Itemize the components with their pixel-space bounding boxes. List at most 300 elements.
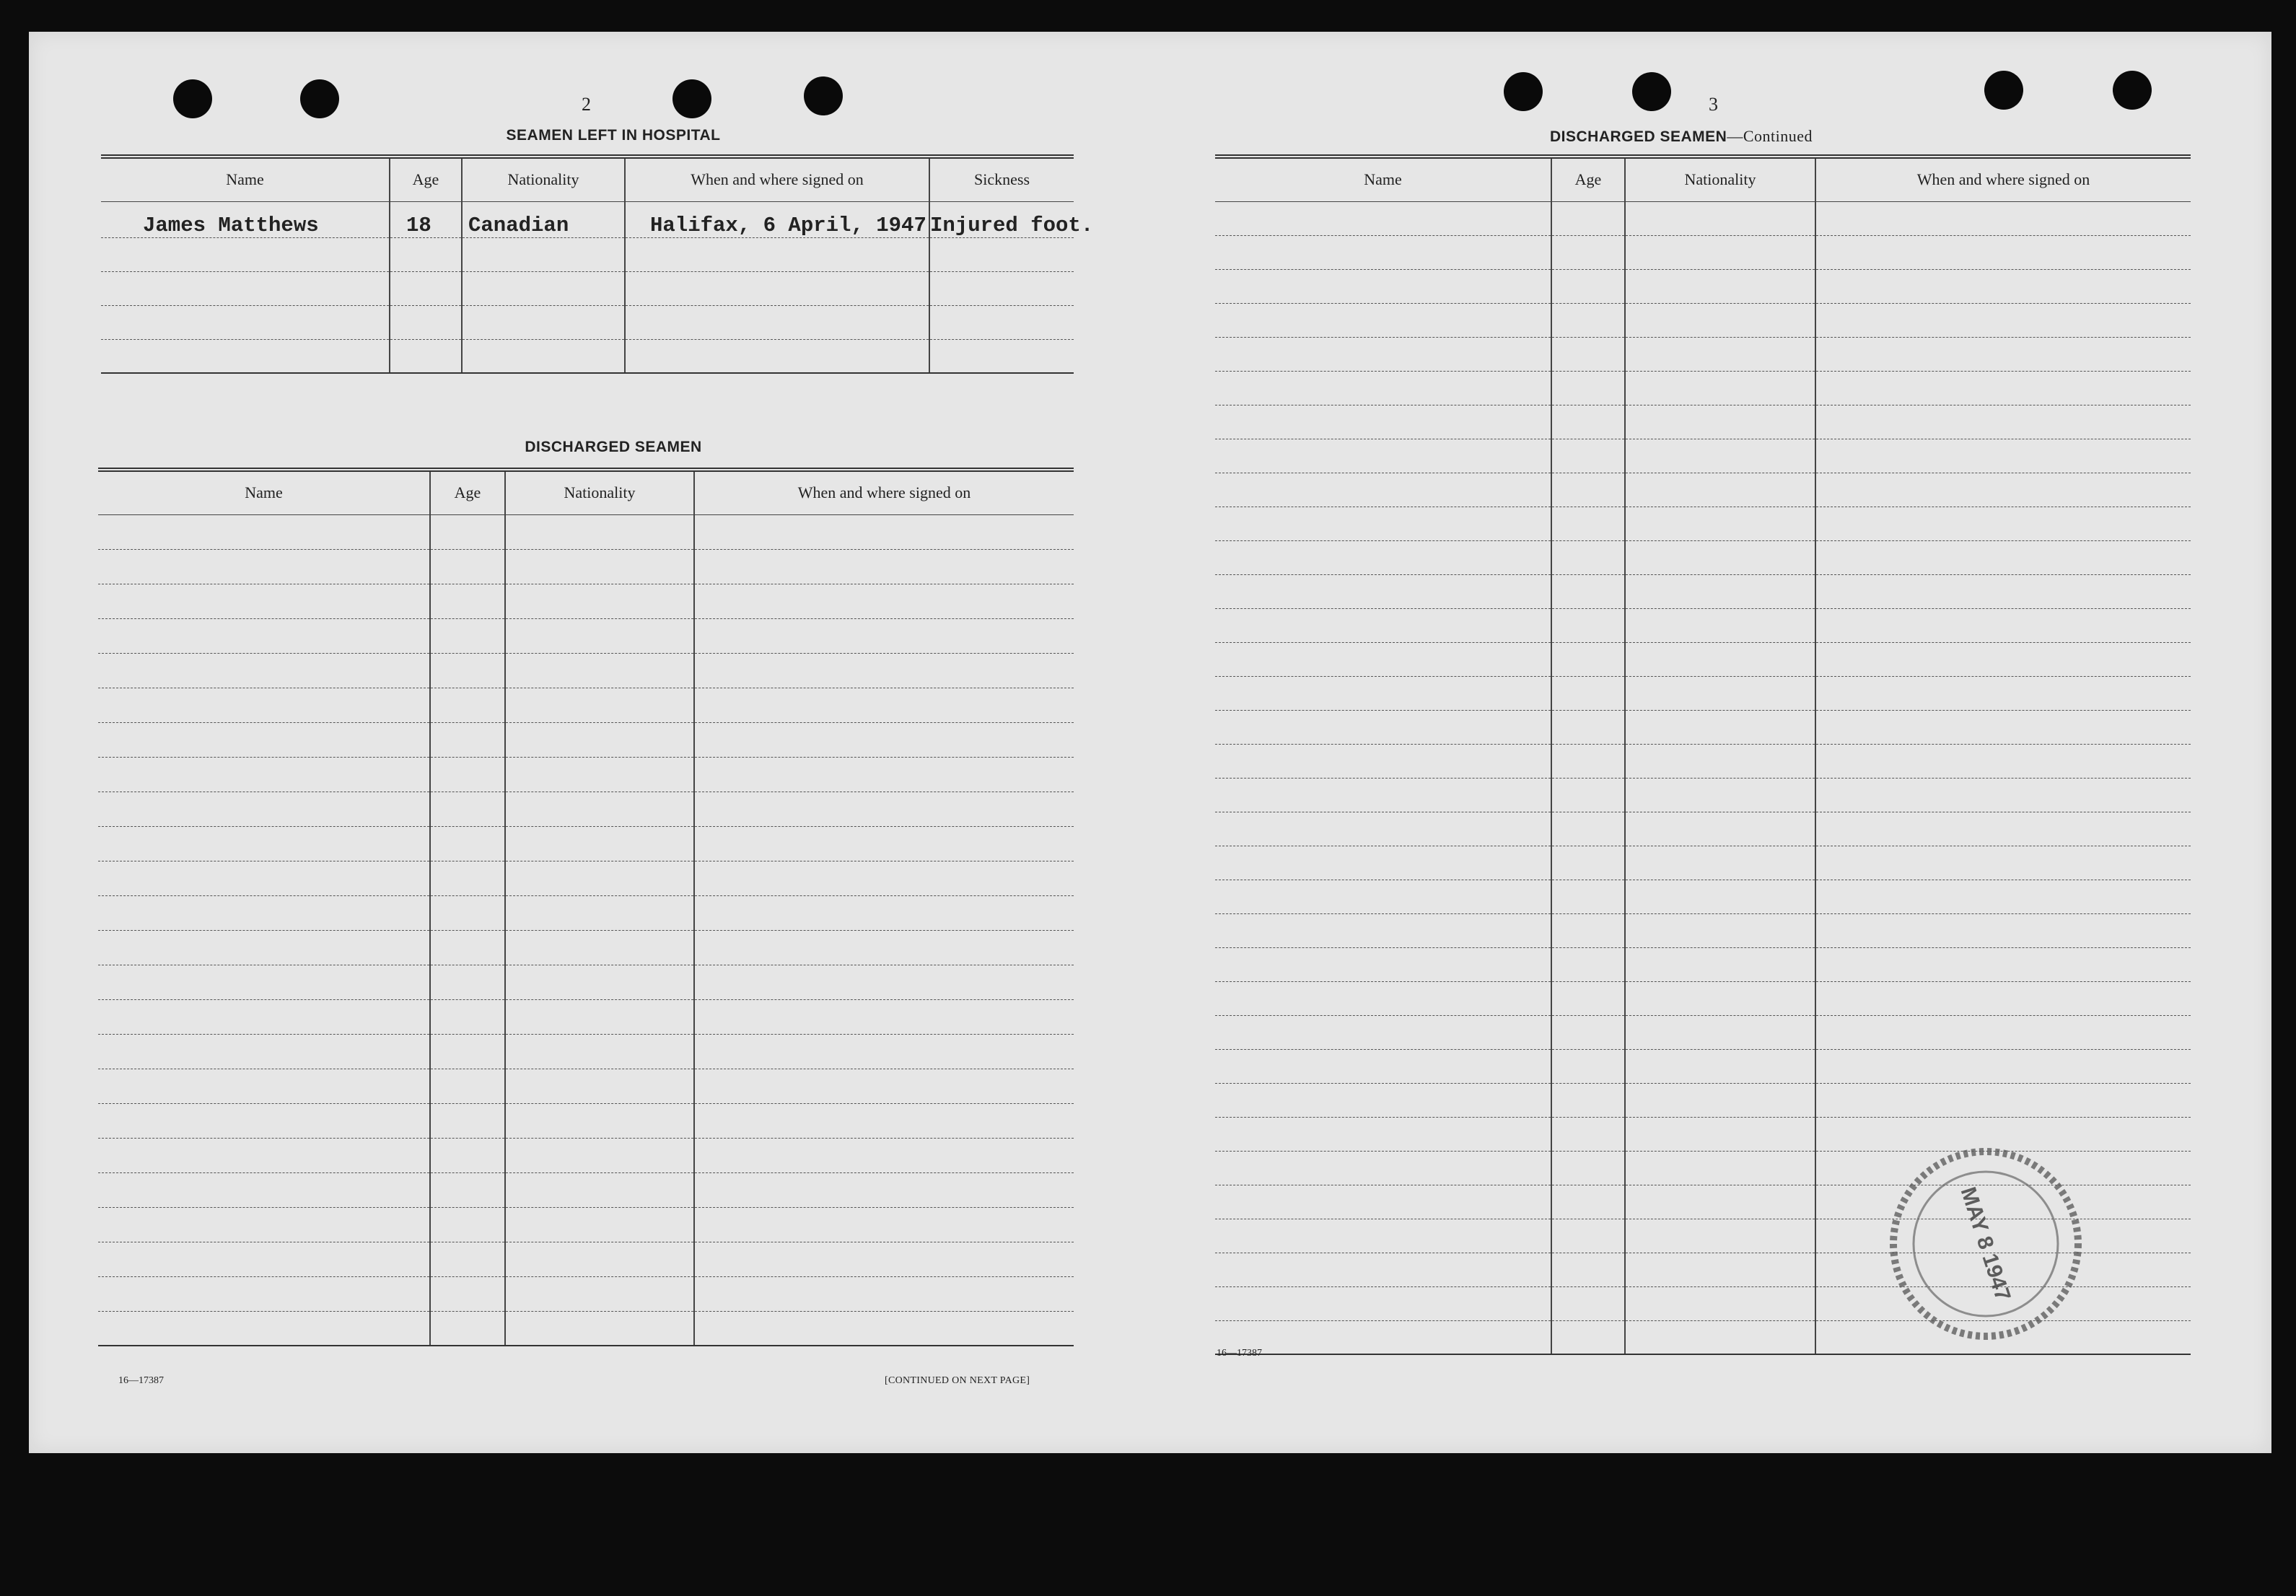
- table-cell: [1815, 608, 2191, 642]
- table-row: [98, 1138, 1074, 1172]
- table-cell: [694, 1138, 1074, 1172]
- table-cell: [1215, 1185, 1551, 1219]
- table-row: [1215, 1083, 2191, 1117]
- table-row: [1215, 235, 2191, 269]
- table-cell: [1551, 947, 1625, 981]
- table-row: [101, 237, 1074, 271]
- table-cell: [1815, 710, 2191, 744]
- table-cell: [1625, 947, 1815, 981]
- table-cell: [505, 1311, 694, 1346]
- table-row: [1215, 574, 2191, 608]
- table-row: [1215, 676, 2191, 710]
- postmark-stamp: [1877, 1136, 2094, 1352]
- table-row: [1215, 608, 2191, 642]
- table-row: [98, 1242, 1074, 1276]
- table-cell: [430, 1103, 505, 1138]
- table-cell: [1815, 473, 2191, 507]
- table-row: [1215, 744, 2191, 778]
- table-cell: [1625, 846, 1815, 880]
- table-cell: [1625, 1151, 1815, 1185]
- table-cell: [694, 999, 1074, 1034]
- table-cell: [1815, 337, 2191, 371]
- table-cell: [430, 1276, 505, 1311]
- table-row: [98, 618, 1074, 653]
- column-header-age: Age: [1551, 157, 1625, 201]
- table-cell: [505, 1034, 694, 1069]
- table-row: [1215, 642, 2191, 676]
- column-header-age: Age: [430, 470, 505, 514]
- table-cell: [1551, 913, 1625, 947]
- table-row: [98, 1207, 1074, 1242]
- table-cell: [1551, 371, 1625, 405]
- table-cell: [98, 930, 430, 965]
- table-cell: [1625, 269, 1815, 303]
- table-cell: [1215, 1286, 1551, 1320]
- table-cell: [430, 965, 505, 999]
- table-row: [1215, 371, 2191, 405]
- document-spread: [29, 32, 2271, 1453]
- discharged-table: [98, 468, 1074, 1346]
- table-cell: [1625, 1320, 1815, 1354]
- seaman-signed-on: Halifax, 6 April, 1947: [625, 201, 929, 237]
- table-cell: [1215, 778, 1551, 812]
- table-cell: [505, 999, 694, 1034]
- table-cell: [505, 618, 694, 653]
- table-cell: [430, 1242, 505, 1276]
- table-cell: [1625, 337, 1815, 371]
- table-cell: [1551, 405, 1625, 439]
- table-cell: [98, 584, 430, 618]
- table-cell: [430, 688, 505, 722]
- page-number: 2: [582, 94, 591, 115]
- table-cell: [694, 826, 1074, 861]
- table-cell: [694, 965, 1074, 999]
- table-cell: [1625, 371, 1815, 405]
- column-header-name: Name: [1215, 157, 1551, 201]
- stamp-date: MAY 8 1947: [1955, 1184, 2015, 1304]
- section-title-discharged: DISCHARGED SEAMEN: [525, 439, 702, 455]
- table-row: [98, 895, 1074, 930]
- table-cell: [1215, 913, 1551, 947]
- column-header-name: Name: [98, 470, 430, 514]
- table-cell: [1215, 981, 1551, 1015]
- table-cell: [98, 1172, 430, 1207]
- table-cell: [1815, 1015, 2191, 1049]
- table-row: [1215, 540, 2191, 574]
- table-cell: [1551, 1286, 1625, 1320]
- table-cell: [1815, 642, 2191, 676]
- column-header-sickness: Sickness: [929, 157, 1074, 201]
- table-cell: [1815, 201, 2191, 235]
- table-row: [98, 584, 1074, 618]
- table-cell: [505, 930, 694, 965]
- table-cell: [1551, 676, 1625, 710]
- table-row: [98, 1069, 1074, 1103]
- table-cell: [1625, 405, 1815, 439]
- table-row: [1215, 913, 2191, 947]
- table-cell: [1625, 880, 1815, 913]
- table-row: [98, 792, 1074, 826]
- table-cell: [1625, 812, 1815, 846]
- table-cell: [1215, 1320, 1551, 1354]
- table-cell: [430, 549, 505, 584]
- table-cell: [694, 1311, 1074, 1346]
- table-cell: [1815, 778, 2191, 812]
- table-cell: [1625, 473, 1815, 507]
- table-cell: [694, 653, 1074, 688]
- table-cell: [1625, 439, 1815, 473]
- table-cell: [505, 1207, 694, 1242]
- table-cell: [1551, 1320, 1625, 1354]
- table-cell: [505, 514, 694, 549]
- table-cell: [98, 1034, 430, 1069]
- table-cell: [1215, 1083, 1551, 1117]
- column-header-signed-on: When and where signed on: [625, 157, 929, 201]
- table-row: [101, 339, 1074, 373]
- table-cell: [430, 861, 505, 895]
- table-row: [1215, 778, 2191, 812]
- table-cell: [1551, 981, 1625, 1015]
- seaman-sickness: Injured foot.: [929, 201, 1074, 237]
- punch-hole: [1504, 72, 1543, 111]
- table-cell: [1625, 574, 1815, 608]
- table-cell: [430, 1207, 505, 1242]
- table-cell: [430, 514, 505, 549]
- table-row: [98, 999, 1074, 1034]
- table-cell: [1215, 608, 1551, 642]
- table-row: [1215, 812, 2191, 846]
- table-row: [98, 722, 1074, 757]
- table-cell: [1215, 235, 1551, 269]
- table-cell: [1551, 540, 1625, 574]
- table-cell: [1625, 676, 1815, 710]
- punch-hole: [804, 76, 843, 115]
- table-cell: [1625, 201, 1815, 235]
- table-cell: [505, 1276, 694, 1311]
- table-cell: [694, 1069, 1074, 1103]
- table-cell: [98, 514, 430, 549]
- table-cell: [1625, 303, 1815, 337]
- table-cell: [430, 584, 505, 618]
- table-row: [98, 1103, 1074, 1138]
- table-cell: [98, 618, 430, 653]
- table-row: [1215, 473, 2191, 507]
- table-cell: [430, 757, 505, 792]
- table-cell: [1815, 574, 2191, 608]
- table-cell: [1551, 744, 1625, 778]
- table-cell: [1551, 642, 1625, 676]
- table-cell: [430, 895, 505, 930]
- table-cell: [505, 965, 694, 999]
- table-cell: [1815, 371, 2191, 405]
- table-cell: [1215, 812, 1551, 846]
- table-cell: [1551, 608, 1625, 642]
- table-cell: [1815, 947, 2191, 981]
- table-cell: [694, 895, 1074, 930]
- table-cell: [1815, 405, 2191, 439]
- table-cell: [1551, 507, 1625, 540]
- section-title-suffix: —Continued: [1727, 127, 1813, 145]
- table-cell: [1551, 439, 1625, 473]
- table-cell: [1551, 812, 1625, 846]
- table-cell: [98, 1207, 430, 1242]
- table-cell: [1625, 913, 1815, 947]
- table-row: [98, 757, 1074, 792]
- table-cell: [694, 1103, 1074, 1138]
- section-title-text: DISCHARGED SEAMEN: [1549, 128, 1727, 145]
- table-cell: [694, 722, 1074, 757]
- punch-hole: [1632, 72, 1671, 111]
- table-cell: [1215, 1015, 1551, 1049]
- table-cell: [1625, 710, 1815, 744]
- table-row: [98, 1276, 1074, 1311]
- table-cell: [694, 930, 1074, 965]
- table-cell: [98, 1069, 430, 1103]
- table-row: [98, 965, 1074, 999]
- table-cell: [694, 861, 1074, 895]
- table-cell: [98, 965, 430, 999]
- table-cell: [98, 1138, 430, 1172]
- table-row: [98, 653, 1074, 688]
- table-cell: [1625, 1219, 1815, 1253]
- column-header-age: Age: [390, 157, 462, 201]
- hospital-table: [101, 154, 1094, 374]
- table-cell: [1215, 1049, 1551, 1083]
- table-cell: [430, 1069, 505, 1103]
- table-cell: [1815, 880, 2191, 913]
- table-cell: [98, 549, 430, 584]
- table-cell: [98, 826, 430, 861]
- table-cell: [694, 792, 1074, 826]
- table-cell: [1815, 981, 2191, 1015]
- table-cell: [1625, 235, 1815, 269]
- table-cell: [1551, 1151, 1625, 1185]
- table-cell: [505, 826, 694, 861]
- table-cell: [1551, 1185, 1625, 1219]
- table-cell: [1215, 574, 1551, 608]
- table-row: [1215, 880, 2191, 913]
- section-title-hospital: SEAMEN LEFT IN HOSPITAL: [506, 127, 721, 144]
- table-cell: [1215, 1117, 1551, 1151]
- table-cell: [98, 895, 430, 930]
- table-cell: [1551, 710, 1625, 744]
- table-cell: [1551, 337, 1625, 371]
- table-cell: [505, 584, 694, 618]
- table-cell: [98, 653, 430, 688]
- table-cell: [505, 861, 694, 895]
- table-cell: [1551, 1117, 1625, 1151]
- table-cell: [1815, 812, 2191, 846]
- table-row: [98, 688, 1074, 722]
- column-header-nationality: Nationality: [462, 157, 625, 201]
- table-row: [1215, 947, 2191, 981]
- table-cell: [694, 618, 1074, 653]
- table-cell: [430, 722, 505, 757]
- table-row: [1215, 846, 2191, 880]
- table-cell: [1815, 507, 2191, 540]
- table-cell: [1815, 303, 2191, 337]
- table-cell: [1815, 846, 2191, 880]
- table-cell: [505, 895, 694, 930]
- continued-note: [CONTINUED ON NEXT PAGE]: [885, 1375, 1030, 1386]
- table-cell: [1551, 1083, 1625, 1117]
- table-cell: [694, 757, 1074, 792]
- table-cell: [1625, 642, 1815, 676]
- table-row: [1215, 337, 2191, 371]
- table-cell: [1215, 269, 1551, 303]
- table-cell: [694, 1207, 1074, 1242]
- table-row: [1215, 439, 2191, 473]
- punch-hole: [173, 79, 212, 118]
- table-cell: [1625, 744, 1815, 778]
- table-cell: [694, 688, 1074, 722]
- table-cell: [1551, 1049, 1625, 1083]
- table-cell: [505, 1242, 694, 1276]
- table-cell: [98, 1311, 430, 1346]
- table-row: [1215, 507, 2191, 540]
- table-cell: [1551, 303, 1625, 337]
- table-row: [98, 1172, 1074, 1207]
- punch-hole: [2113, 71, 2152, 110]
- table-cell: [694, 1172, 1074, 1207]
- table-cell: [1815, 744, 2191, 778]
- table-cell: [1215, 473, 1551, 507]
- table-cell: [98, 1276, 430, 1311]
- seaman-age: 18: [390, 201, 462, 237]
- table-cell: [1625, 1083, 1815, 1117]
- table-row: [1215, 201, 2191, 235]
- punch-hole: [1984, 71, 2023, 110]
- table-cell: [1215, 947, 1551, 981]
- table-cell: [694, 1242, 1074, 1276]
- table-row: [98, 549, 1074, 584]
- table-cell: [694, 1276, 1074, 1311]
- table-row: [98, 514, 1074, 549]
- table-cell: [1625, 1117, 1815, 1151]
- table-cell: [430, 1034, 505, 1069]
- table-row: [101, 305, 1074, 339]
- table-cell: [430, 653, 505, 688]
- table-cell: [1215, 507, 1551, 540]
- table-cell: [1551, 473, 1625, 507]
- table-cell: [1815, 676, 2191, 710]
- table-cell: [505, 1172, 694, 1207]
- table-cell: [1625, 507, 1815, 540]
- form-number: 16—17387: [118, 1375, 164, 1386]
- table-cell: [1215, 405, 1551, 439]
- table-row: [1215, 269, 2191, 303]
- page-number: 3: [1709, 94, 1718, 115]
- table-cell: [98, 722, 430, 757]
- table-cell: [505, 1069, 694, 1103]
- table-row: [1215, 981, 2191, 1015]
- table-cell: [98, 757, 430, 792]
- table-row: [1215, 1015, 2191, 1049]
- seaman-nationality: Canadian: [462, 201, 625, 237]
- table-cell: [1215, 337, 1551, 371]
- table-cell: [694, 549, 1074, 584]
- table-cell: [505, 722, 694, 757]
- table-row: [98, 826, 1074, 861]
- table-cell: [1625, 778, 1815, 812]
- table-cell: [505, 653, 694, 688]
- table-cell: [1815, 913, 2191, 947]
- table-cell: [98, 688, 430, 722]
- table-cell: [1551, 880, 1625, 913]
- table-row: [98, 1311, 1074, 1346]
- table-cell: [1815, 540, 2191, 574]
- table-cell: [430, 792, 505, 826]
- table-cell: [505, 1138, 694, 1172]
- table-cell: [98, 792, 430, 826]
- table-cell: [1215, 439, 1551, 473]
- column-header-nationality: Nationality: [505, 470, 694, 514]
- table-cell: [1215, 1219, 1551, 1253]
- table-cell: [98, 999, 430, 1034]
- table-cell: [430, 1138, 505, 1172]
- table-cell: [430, 999, 505, 1034]
- table-cell: [1215, 371, 1551, 405]
- table-cell: [1815, 1049, 2191, 1083]
- table-cell: [1215, 303, 1551, 337]
- table-cell: [1551, 201, 1625, 235]
- table-cell: [1625, 1049, 1815, 1083]
- table-cell: [1215, 1253, 1551, 1286]
- table-row: [98, 1034, 1074, 1069]
- punch-hole: [672, 79, 711, 118]
- table-row: [101, 271, 1074, 305]
- table-cell: [694, 514, 1074, 549]
- table-cell: [694, 1034, 1074, 1069]
- table-cell: [1551, 1253, 1625, 1286]
- table-cell: [430, 826, 505, 861]
- table-cell: [430, 930, 505, 965]
- section-title-discharged-continued: [1501, 127, 1862, 146]
- table-cell: [505, 549, 694, 584]
- table-cell: [1215, 201, 1551, 235]
- table-cell: [98, 1242, 430, 1276]
- table-cell: [1551, 269, 1625, 303]
- table-cell: [98, 1103, 430, 1138]
- table-cell: [1551, 1219, 1625, 1253]
- table-cell: [1625, 540, 1815, 574]
- table-cell: [505, 1103, 694, 1138]
- column-header-signed-on: When and where signed on: [694, 470, 1074, 514]
- table-row: [1215, 303, 2191, 337]
- table-cell: [1215, 676, 1551, 710]
- table-row: [1215, 1049, 2191, 1083]
- table-cell: [1215, 642, 1551, 676]
- table-cell: [1625, 1185, 1815, 1219]
- table-cell: [1815, 439, 2191, 473]
- table-row: [1215, 710, 2191, 744]
- table-cell: [1215, 540, 1551, 574]
- punch-hole: [300, 79, 339, 118]
- column-header-name: Name: [101, 157, 390, 201]
- seaman-name: James Matthews: [101, 201, 390, 237]
- table-cell: [1815, 269, 2191, 303]
- table-cell: [98, 861, 430, 895]
- table-cell: [1625, 1015, 1815, 1049]
- table-cell: [694, 584, 1074, 618]
- table-cell: [1551, 574, 1625, 608]
- table-cell: [1551, 1015, 1625, 1049]
- table-cell: [505, 688, 694, 722]
- table-cell: [1551, 778, 1625, 812]
- column-header-nationality: Nationality: [1625, 157, 1815, 201]
- column-header-signed-on: When and where signed on: [1815, 157, 2191, 201]
- table-row: [1215, 405, 2191, 439]
